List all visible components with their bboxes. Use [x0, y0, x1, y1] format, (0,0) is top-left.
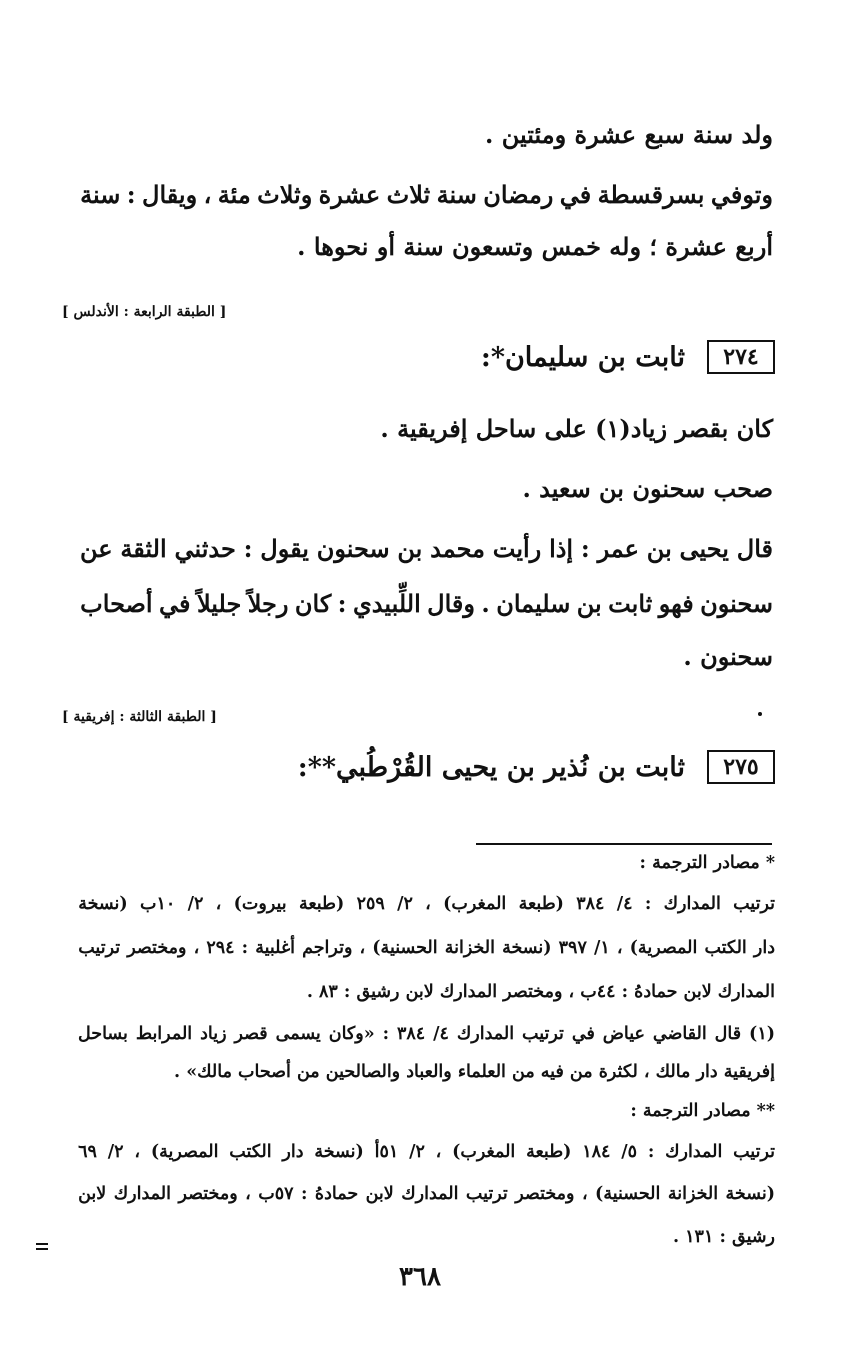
word: ، [215, 894, 222, 914]
word: (طبعة [298, 894, 345, 914]
word: ٣٩٧ [558, 938, 587, 958]
word: عمر [597, 534, 639, 563]
word: ثابت [608, 589, 653, 618]
footnote-line [78, 1184, 775, 1204]
footnote-heading: * مصادر الترجمة : [639, 853, 775, 873]
word: ترتيب [465, 1184, 508, 1204]
word: ٢٩٤ [206, 938, 235, 958]
word: عشرة [318, 180, 381, 209]
word: أغلبية [255, 938, 295, 958]
word: ويقال [142, 180, 198, 209]
word: سليمان [496, 589, 571, 618]
word: اللِّبيدي [352, 589, 421, 618]
word: سنة [80, 180, 121, 209]
word: ، [359, 938, 366, 958]
body-line: ولد سنة سبع عشرة ومئتين . [485, 120, 773, 149]
word: أصحاب [80, 589, 153, 618]
word: (طبعة [526, 1142, 572, 1162]
word: زياد [200, 1024, 227, 1044]
word: : [644, 894, 652, 914]
word: ٥/ [621, 1142, 638, 1162]
word: الكتب [704, 938, 747, 958]
word: قال [736, 534, 773, 563]
word: سنة [436, 180, 477, 209]
word: بسرقسطة [597, 180, 705, 209]
word: ، [134, 1142, 141, 1162]
word: : [382, 1024, 390, 1044]
margin-mark [36, 1248, 48, 1250]
word: : [580, 534, 590, 563]
stray-mark [758, 712, 762, 716]
word: المغرب) [443, 894, 507, 914]
word: دار [282, 1142, 304, 1162]
section-tag: [ الطبقة الثالثة : إفريقية ] [62, 709, 217, 725]
word: وتوفي [710, 180, 773, 209]
body-line: صحب سحنون بن سعيد . [522, 474, 773, 503]
word: في [159, 589, 191, 618]
word: حدثني [174, 534, 236, 563]
word: دار [753, 938, 775, 958]
word: حمادهُ [314, 1184, 359, 1204]
word: ١٠ب [139, 894, 176, 914]
word: رأيت [492, 534, 542, 563]
word: سحنون [700, 589, 773, 618]
word: ٣٨٤ [576, 894, 605, 914]
word: ٥١أ [374, 1142, 399, 1162]
word: لابن [365, 1184, 394, 1204]
word: : [300, 1184, 308, 1204]
margin-mark [36, 1243, 48, 1245]
section-tag: [ الطبقة الرابعة : الأندلس ] [62, 304, 227, 320]
word: بيروت) [233, 894, 287, 914]
word: ١/ [593, 938, 610, 958]
word: : [243, 534, 253, 563]
word: (نسخة [314, 1142, 364, 1162]
word: ، [581, 1184, 588, 1204]
word: بن [646, 534, 672, 563]
word: ، [245, 1184, 251, 1204]
word: (١) [749, 1024, 775, 1044]
word: إذا [549, 534, 574, 563]
word: عن [80, 534, 113, 563]
word: جليلاً [196, 589, 242, 618]
word: ٣٨٤ [396, 1024, 426, 1044]
footnote-line: المدارك لابن حمادهُ : ٤٤ب ، ومختصر المدارك لابن رشيق : ٨٣ . [306, 982, 775, 1002]
word: الثقة [120, 534, 167, 563]
word: : [241, 938, 249, 958]
body-line-justified [80, 589, 773, 618]
word: ٤/ [616, 894, 633, 914]
word: ٢/ [107, 1142, 124, 1162]
word: رمضان [483, 180, 554, 209]
footnote-rule [476, 843, 772, 845]
word: المغرب) [452, 1142, 516, 1162]
word: ٦٩ [78, 1142, 97, 1162]
word: قال [714, 1024, 742, 1044]
word: عياض [602, 1024, 645, 1044]
word: بن [576, 589, 602, 618]
word: ٢/ [187, 894, 204, 914]
word: ترتيب [522, 1024, 564, 1044]
word: يسمى [275, 1024, 321, 1044]
word: (نسخة [725, 1184, 775, 1204]
word: قصر [234, 1024, 268, 1044]
entry-heading-275 [298, 750, 775, 784]
entry-number-box: ٢٧٥ [707, 750, 775, 784]
word: سحنون [316, 534, 390, 563]
word: الخزانة [667, 1184, 719, 1204]
word: وقال [427, 589, 475, 618]
word: ٤/ [433, 1024, 449, 1044]
word: لابن [78, 1184, 107, 1204]
word: ترتيب [733, 1142, 775, 1162]
word: فهو [658, 589, 694, 618]
entry-title: ثابت بن نُذير بن يحيى القُرْطُبي**: [297, 751, 685, 783]
word: بن [397, 534, 423, 563]
word: بساحل [78, 1024, 128, 1044]
word: المرابط [135, 1024, 193, 1044]
entry-heading-274 [481, 340, 775, 374]
footnote-line [78, 1142, 775, 1162]
word: القاضي [652, 1024, 707, 1044]
word: ٢/ [397, 894, 413, 914]
word: (نسخة [502, 938, 552, 958]
word: ثلاث [386, 180, 431, 209]
word: ٥٧ب [258, 1184, 294, 1204]
word: الكتب [229, 1142, 272, 1162]
word: يحيى [679, 534, 729, 563]
word: المصرية) [629, 938, 698, 958]
footnote-line [78, 938, 775, 958]
word: ، [203, 180, 212, 209]
footnote-line [78, 1024, 775, 1044]
body-line: كان بقصر زياد(١) على ساحل إفريقية . [380, 414, 773, 443]
word: كان [294, 589, 332, 618]
footnote-line: إفريقية دار مالك ، لكثرة من فيه من العلماء والعباد والصالحين من أصحاب مالك» . [174, 1062, 775, 1082]
word: ومختصر [515, 1184, 575, 1204]
entry-number-box: ٢٧٤ [707, 340, 775, 374]
word: : [126, 180, 136, 209]
word: ٢/ [409, 1142, 425, 1162]
word: ترتيب [733, 894, 775, 914]
word: ، [425, 894, 431, 914]
word: ومختصر [127, 938, 187, 958]
word: مئة [217, 180, 251, 209]
word: ترتيب [78, 938, 121, 958]
footnote-line: رشيق : ١٣١ . [672, 1227, 775, 1247]
word: ٢٥٩ [356, 894, 385, 914]
word: وتراجم [302, 938, 353, 958]
word: المصرية) [150, 1142, 219, 1162]
word: محمد [430, 534, 485, 563]
word: الحسنية) [372, 938, 438, 958]
word: المدارك [401, 1184, 459, 1204]
body-line-justified [80, 180, 773, 209]
word: ١٨٤ [582, 1142, 611, 1162]
word: المدارك [456, 1024, 515, 1044]
word: في [571, 1024, 595, 1044]
word: المدارك [665, 1142, 723, 1162]
word: الحسنية) [595, 1184, 661, 1204]
word: «وكان [328, 1024, 375, 1044]
word: المدارك [113, 1184, 171, 1204]
word: وثلاث [257, 180, 313, 209]
word: ، [193, 938, 200, 958]
body-line: سحنون . [683, 642, 773, 671]
word: في [559, 180, 592, 209]
word: يقول [260, 534, 309, 563]
entry-title: ثابت بن سليمان*: [480, 341, 685, 373]
body-line-justified [80, 534, 773, 563]
footnote-heading: ** مصادر الترجمة : [630, 1101, 775, 1121]
page-number: ٣٦٨ [399, 1262, 441, 1292]
word: رجلاً [247, 589, 289, 618]
word: ، [616, 938, 623, 958]
word: (نسخة [78, 894, 128, 914]
word: المدارك [663, 894, 721, 914]
word: . [481, 589, 490, 618]
body-line: أربع عشرة ؛ وله خمس وتسعون سنة أو نحوها . [297, 232, 773, 261]
word: الخزانة [444, 938, 495, 958]
word: : [647, 1142, 655, 1162]
word: ، [435, 1142, 442, 1162]
footnote-line [78, 894, 775, 914]
word: (طبعة [518, 894, 564, 914]
word: ومختصر [178, 1184, 238, 1204]
word: : [337, 589, 347, 618]
